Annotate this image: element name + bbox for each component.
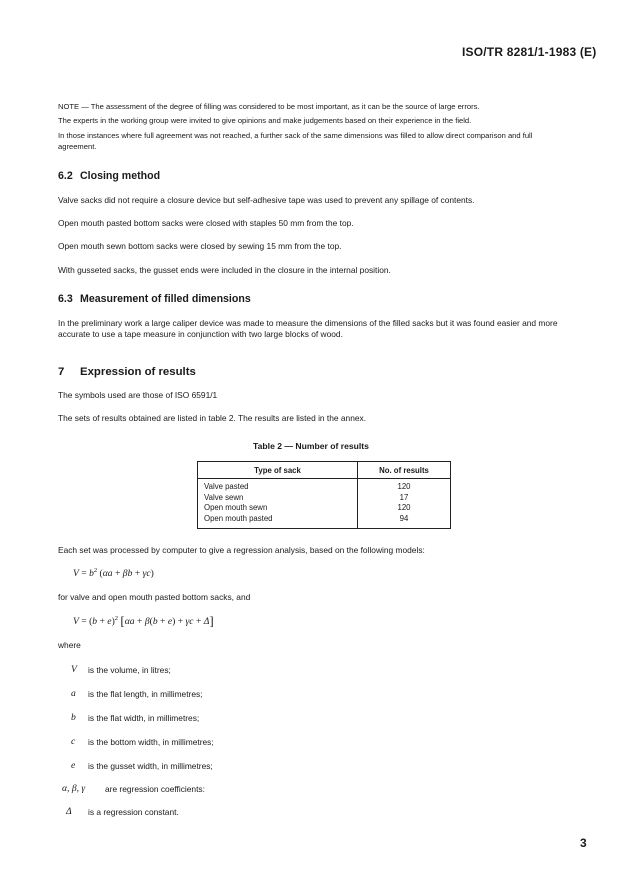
cell-result-count: 120 bbox=[397, 503, 411, 512]
models-intro: Each set was processed by computer to give a regression analysis, based on the following models: bbox=[58, 545, 425, 555]
note-paragraph-3: In those instances where full agreement was not reached, a further sack of the same dimensions was filled to allow direct comparison and full agreement. bbox=[58, 131, 533, 151]
definition-symbol: a bbox=[71, 688, 76, 699]
definition-symbol: α, β, γ bbox=[62, 783, 86, 794]
table-row bbox=[198, 493, 451, 504]
section-title: Closing method bbox=[80, 170, 161, 182]
note-paragraph-1: NOTE — The assessment of the degree of filling was considered to be most important, as it can be the source of large errors. bbox=[58, 102, 480, 111]
cell-result-count: 120 bbox=[397, 482, 411, 491]
definition-symbol: b bbox=[71, 712, 76, 723]
paragraph: Open mouth pasted bottom sacks were closed with staples 50 mm from the top. bbox=[58, 218, 354, 228]
page-number: 3 bbox=[580, 836, 587, 850]
column-header-type: Type of sack bbox=[198, 462, 358, 479]
table-row bbox=[198, 503, 451, 514]
paragraph: Valve sacks did not require a closure device but self-adhesive tape was used to prevent any spillage of contents. bbox=[58, 195, 475, 205]
paragraph: Open mouth sewn bottom sacks were closed by sewing 15 mm from the top. bbox=[58, 241, 342, 251]
section-7-heading bbox=[58, 366, 196, 378]
section-title: Expression of results bbox=[80, 366, 196, 378]
definition-text: is the flat length, in millimetres; bbox=[88, 689, 203, 699]
cell-result-count: 17 bbox=[399, 492, 409, 502]
definition-text: is a regression constant. bbox=[88, 807, 179, 817]
definition-symbol: c bbox=[71, 736, 76, 747]
cell-sack-type: Valve sewn bbox=[198, 493, 358, 504]
cell-sack-type: Open mouth sewn bbox=[198, 503, 358, 514]
cell-sack-type: Open mouth pasted bbox=[198, 514, 358, 529]
definition-text: are regression coefficients: bbox=[105, 784, 205, 794]
cell-result-count: 94 bbox=[399, 513, 409, 523]
table-header-row bbox=[198, 462, 451, 479]
definition-text: is the bottom width, in millimetres; bbox=[88, 737, 214, 747]
definition-symbol: e bbox=[71, 760, 76, 771]
section-number: 6.3 bbox=[58, 293, 73, 305]
section-6-2-heading bbox=[58, 170, 160, 182]
definition-text: is the volume, in litres; bbox=[88, 665, 171, 675]
paragraph: With gusseted sacks, the gusset ends were included in the closure in the internal position. bbox=[58, 265, 391, 275]
section-title: Measurement of filled dimensions bbox=[80, 293, 251, 305]
column-header-count: No. of results bbox=[358, 462, 451, 479]
cell-sack-type: Valve pasted bbox=[198, 479, 358, 493]
paragraph: The sets of results obtained are listed in table 2. The results are listed in the annex. bbox=[58, 413, 367, 423]
formula-1: $V = b^2$ (αa + βb + γc) bbox=[73, 567, 154, 580]
section-6-3-heading bbox=[58, 293, 251, 305]
formula-2: $V = (b + e)^2$ [αa + β(b + e) + γc + Δ] bbox=[73, 613, 214, 628]
table-row bbox=[198, 479, 451, 493]
definition-text: is the flat width, in millimetres; bbox=[88, 713, 200, 723]
models-between-text: for valve and open mouth pasted bottom sacks, and bbox=[58, 592, 251, 602]
where-label: where bbox=[58, 640, 81, 650]
definition-text: is the gusset width, in millimetres; bbox=[88, 761, 213, 771]
note-paragraph-2: The experts in the working group were invited to give opinions and make judgements based on their experience in the field. bbox=[58, 116, 472, 125]
section-number: 6.2 bbox=[58, 170, 73, 182]
document-header-id: ISO/TR 8281/1-1983 (E) bbox=[462, 45, 597, 59]
section-number: 7 bbox=[58, 366, 65, 378]
table-row bbox=[198, 514, 451, 529]
paragraph: In the preliminary work a large caliper device was made to measure the dimensions of the filled sacks but it was found easier and more accurate to use a tape measure in conjunction with two large blocks of wood. bbox=[58, 318, 558, 339]
definition-symbol: Δ bbox=[66, 806, 72, 817]
definition-symbol: V bbox=[71, 664, 77, 675]
results-table bbox=[197, 461, 451, 529]
table-caption: Table 2 — Number of results bbox=[253, 441, 369, 451]
paragraph: The symbols used are those of ISO 6591/1 bbox=[58, 390, 218, 400]
